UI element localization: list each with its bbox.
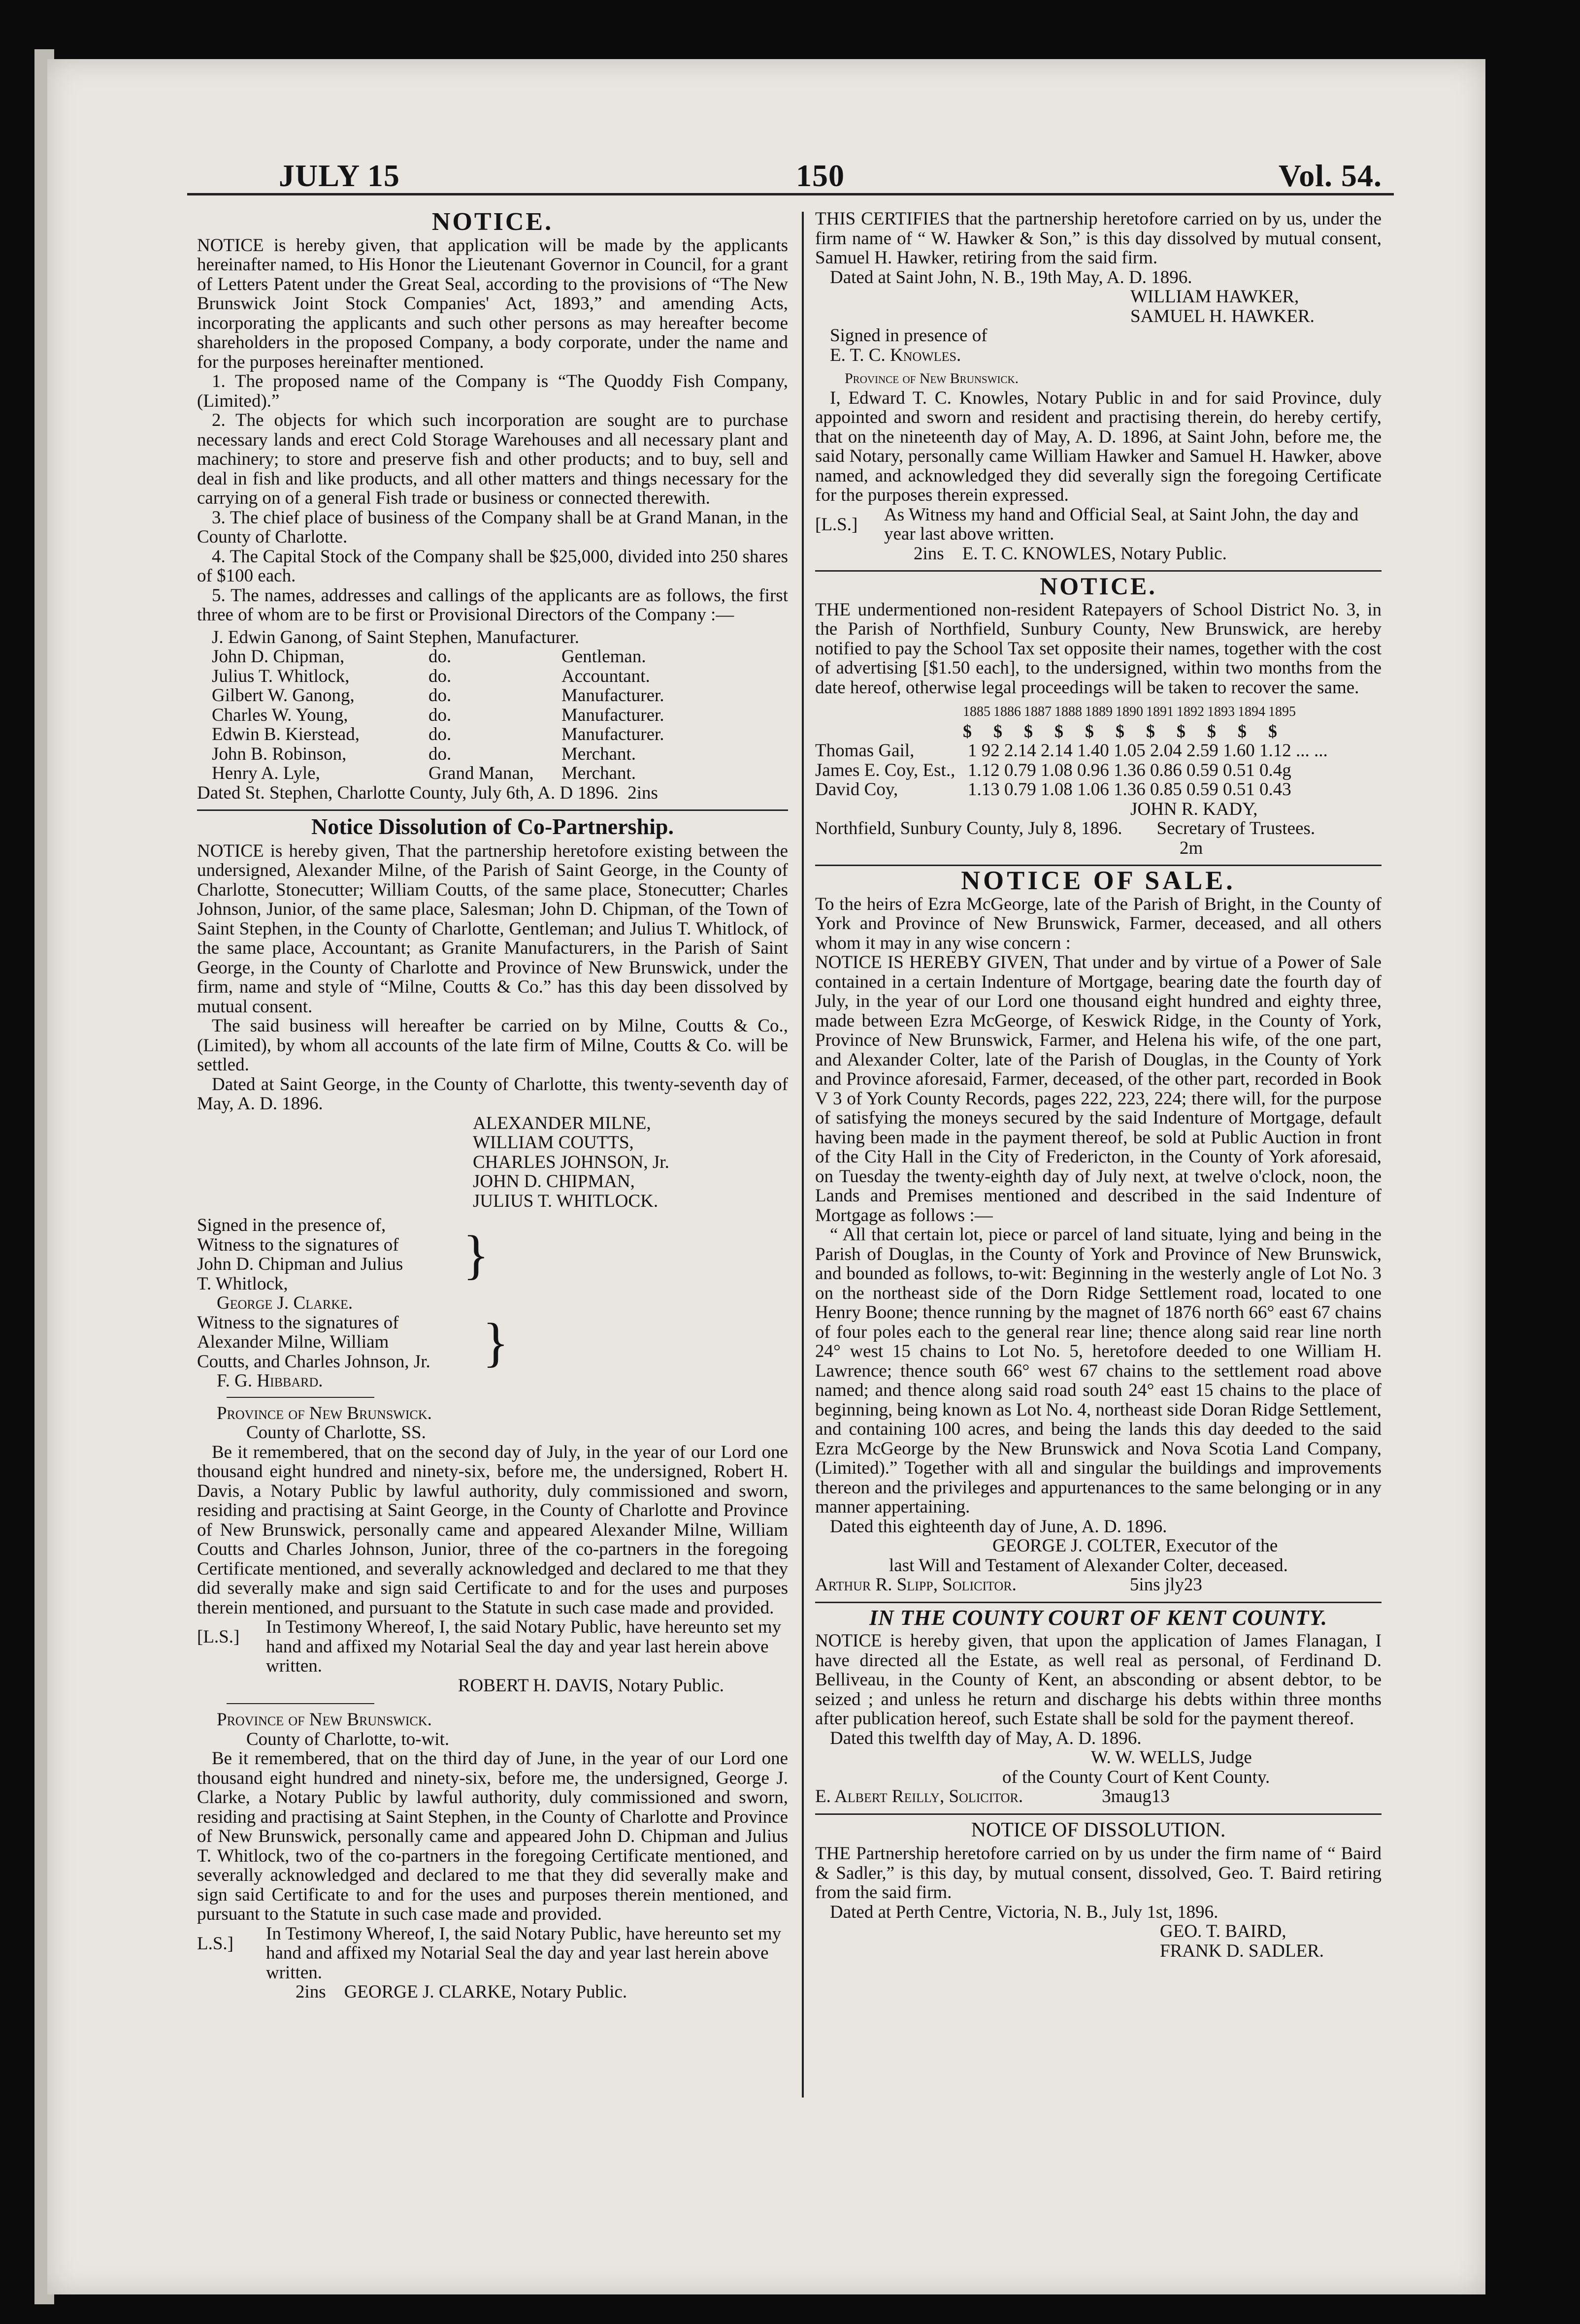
page-number: 150 — [796, 158, 845, 193]
tax-dateline: Northfield, Sunbury County, July 8, 1896. Secretary of Trustees. — [815, 818, 1316, 839]
dissolution-dateline: Dated at Saint George, in the County of Charlotte, this twenty-seventh day of May, A. D. 1896. — [197, 1074, 788, 1114]
list-item: Gilbert W. Ganong, do. Manufacturer. — [212, 685, 664, 706]
table-row: Thomas Gail, 1 92 2.14 2.14 1.40 1.05 2.04 2.59 1.60 1.12 ... ... — [815, 741, 1328, 761]
list-item: John D. Chipman, do. Gentleman. — [212, 646, 646, 667]
tax-ins: 2m — [1180, 838, 1203, 858]
sale-solicitor: Arthur R. Slipp, Solicitor. 5ins jly23 — [815, 1575, 1202, 1595]
right-column — [815, 209, 1382, 1961]
dissolution-notice-heading: NOTICE OF DISSOLUTION. — [971, 1818, 1226, 1841]
presence-name: E. T. C. Knowles. — [830, 345, 961, 365]
witness-name-1: George J. Clarke. — [217, 1293, 353, 1313]
list-item: Charles W. Young, do. Manufacturer. — [212, 705, 664, 725]
tax-notice-heading: NOTICE. — [1040, 572, 1157, 600]
table-row: David Coy, 1.13 0.79 1.08 1.06 1.36 0.85 0.59 0.51 0.43 — [815, 779, 1291, 800]
signers-list: ALEXANDER MILNE, WILLIAM COUTTS, CHARLES JOHNSON, Jr. JOHN D. CHIPMAN, JULIUS T. WHITLOCK. — [473, 1113, 669, 1211]
notary-signature-2: 2ins GEORGE J. CLARKE, Notary Public. — [296, 1982, 627, 2002]
volume-number: Vol. 54. — [1278, 158, 1382, 193]
court-body: NOTICE is hereby given, that upon the application of James Flanagan, I have directed all the Estate, as well real as personal, of Ferdinand D. Belliveau, in the County of Kent, an absconding or absent debtor, to be seized ; and unless he return and discharge his debts within three months after publication hereof, such Estate shall be sold for the payment thereof. — [815, 1631, 1382, 1729]
tax-currency-row: $ $ $ $ $ $ $ $ $ $ $ — [963, 721, 1277, 741]
sale-body: NOTICE IS HEREBY GIVEN, That under and by virtue of a Power of Sale contained in a certain Indenture of Mortgage, bearing date the fourth day of July, in the year of our Lord one thousand eight hundred and eighty three, made between Ezra McGeorge, of Keswick Ridge, in the County of York, Province of New Brunswick, Farmer, and Helena his wife, of the one part, and Alexander Colter, late of the Parish of Douglas, in the County of York and Province aforesaid, Farmer, deceased, of the other part, recorded in Book V 3 of York County Records, pages 222, 223, 224; there will, for the purpose of satisfying the moneys secured by the said Indenture of Mortgage, default having been made in the payment thereof, be sold at Public Auction in front of the City Hall in the City of Fredericton, in the County of York aforesaid, on Tuesday the twenty-eighth day of July next, at twelve o'clock, noon, the Lands and Premises mentioned and described in the said Indenture of Mortgage as follows :— — [815, 952, 1382, 1226]
judge-line-2: of the County Court of Kent County. — [1002, 1767, 1270, 1787]
list-item: Henry A. Lyle, Grand Manan, Merchant. — [212, 763, 636, 783]
province-label: Province of New Brunswick. — [217, 1403, 432, 1423]
province-label: Province of New Brunswick. — [845, 370, 1019, 387]
list-item: J. Edwin Ganong, of Saint Stephen, Manufacturer. — [212, 627, 580, 647]
section-divider — [815, 1602, 1382, 1603]
knowles-signature: 2ins E. T. C. KNOWLES, Notary Public. — [914, 543, 1227, 564]
province-label: Province of New Brunswick. — [217, 1710, 432, 1730]
testimony-block-2: L.S.] In Testimony Whereof, I, the said Notary Public, have hereunto set my hand and affixed my Notarial Seal the day and year last herein above written. — [197, 1923, 782, 1983]
dissolution-heading: Notice Dissolution of Co-Partnership. — [311, 814, 674, 839]
dissolution-body: NOTICE is hereby given, That the partnership heretofore existing between the undersigned, Alexander Milne, of the Parish of Saint George, in the County of Charlotte, Stonecutter; William Coutts, of the same place, Stonecutter; Charles Johnson, Junior, of the same place, Salesman; John D. Chipman, of the Town of Saint Stephen, in the County of Charlotte, Gentleman; and Julius T. Whitlock, of the same place, Accountant; as Granite Manufacturers, in the Parish of Saint George, in the County of Charlotte and Province of New Brunswick, under the firm, name and style of “Milne, Coutts & Co.” has this day been dissolved by mutual consent. — [197, 840, 788, 1017]
witness-block-1: Signed in the presence of, Witness to the signatures of John D. Chipman and Julius T. Whitlock, } — [197, 1215, 489, 1294]
section-divider — [815, 570, 1382, 572]
county-label: County of Charlotte, to-wit. — [246, 1729, 450, 1749]
baird-dissolution-body: THE Partnership heretofore carried on by us under the firm name of “ Baird & Sadler,” is this day, by mutual consent, dissolved, Geo. T. Baird retiring from the said firm. — [815, 1843, 1382, 1903]
short-divider — [227, 1703, 374, 1704]
hawker-dateline: Dated at Saint John, N. B., 19th May, A. D. 1896. — [830, 267, 1192, 288]
sale-addressee: To the heirs of Ezra McGeorge, late of the Parish of Bright, in the County of York and Province of New Brunswick, Farmer, deceased, and all others whom it may in any wise concern : — [815, 894, 1382, 953]
sale-land-description: “ All that certain lot, piece or parcel of land situate, lying and being in the Parish of Douglas, in the County of York and Province of New Brunswick, and bounded as follows, to-wit: Beginning in the westerly angle of Lot No. 3 on the northeast side of the Dorn Ridge Settlement road, located to one Henry Boone; thence running by the magnet of 1876 north 66° east 67 chains of four poles each to the general rear line; thence along said rear line north 24° west 15 chains to Lot No. 5, heretofore deeded to one William H. Lawrence; thence south 66° west 67 chains to the settlement road above named; and thence along said road south 24° east 15 chains to the place of beginning, being known as Lot No. 4, northeast side Doran Ridge Settlement, and containing 100 acres, and being the lands this day deeded to the said Ezra McGeorge by the New Brunswick and Nova Scotia Land Company, (Limited).” Together with all and singular the buildings and improvements thereon and the privileges and appurtenances to the same belonging or in any manner appertaining. — [815, 1225, 1382, 1517]
trustee-name: JOHN R. KADY, — [1130, 799, 1258, 819]
court-heading: IN THE COUNTY COURT OF KENT COUNTY. — [869, 1605, 1328, 1630]
county-label: County of Charlotte, SS. — [246, 1422, 426, 1443]
short-divider — [227, 1397, 374, 1398]
section-divider — [197, 809, 788, 811]
court-dateline: Dated this twelfth day of May, A. D. 1896. — [830, 1728, 1142, 1748]
hawker-signer-1: WILLIAM HAWKER, — [1130, 287, 1299, 307]
testimony-block-1: [L.S.] In Testimony Whereof, I, the said Notary Public, have hereunto set my hand and affixed my Notarial Seal the day and year last herein above written. — [197, 1617, 782, 1676]
hawker-signer-2: SAMUEL H. HAWKER. — [1130, 306, 1315, 326]
judge-line-1: W. W. WELLS, Judge — [1091, 1747, 1252, 1768]
notary-certificate-2: Be it remembered, that on the third day of June, in the year of our Lord one thousand eight hundred and ninety-six, before me, the undersigned, George J. Clarke, a Notary Public by lawful authority, duly commissioned and sworn, residing and practising at Saint Stephen, in the County of Charlotte and Province of New Brunswick, personally came and appeared John D. Chipman and Julius T. Whitlock, two of the co-partners in the foregoing Certificate mentioned, and severally acknowledged and declared to me that they did severally make and sign said Certificate to and for the uses and purposes therein mentioned, and pursuant to the Statute in such case made and provided. — [197, 1748, 788, 1924]
section-divider — [815, 1813, 1382, 1815]
baird-dateline: Dated at Perth Centre, Victoria, N. B., July 1st, 1896. — [830, 1902, 1218, 1922]
list-item: John B. Robinson, do. Merchant. — [212, 743, 636, 764]
list-item: Julius T. Whitlock, do. Accountant. — [212, 666, 650, 686]
baird-signer-1: GEO. T. BAIRD, — [1160, 1921, 1286, 1941]
dissolution-body-2: The said business will hereafter be carried on by Milne, Coutts & Co., (Limited), by whom all accounts of the late firm of Milne, Coutts & Co. will be settled. — [197, 1016, 788, 1075]
header-date: JULY 15 — [279, 158, 400, 193]
knowles-certificate: I, Edward T. C. Knowles, Notary Public in and for said Province, duly appointed and sworn and resident and practising therein, do hereby certify, that on the nineteenth day of May, A. D. 1896, at Saint John, before me, the said Notary, personally came William Hawker and Samuel H. Hawker, above named, and acknowledged they did severally sign the foregoing Certificate for the purposes therein expressed. — [815, 387, 1382, 505]
list-item: Edwin B. Kierstead, do. Manufacturer. — [212, 724, 664, 744]
notice-item-5: 5. The names, addresses and callings of the applicants are as follows, the first three of whom are to be first or Provisional Directors of the Company :— — [197, 585, 788, 625]
notary-signature-1: ROBERT H. DAVIS, Notary Public. — [458, 1675, 724, 1696]
notice-heading: NOTICE. — [431, 208, 554, 236]
applicants-list — [197, 628, 788, 783]
court-solicitor: E. Albert Reilly, Solicitor. 3maug13 — [815, 1786, 1170, 1807]
executor-line-2: last Will and Testament of Alexander Colter, deceased. — [889, 1555, 1288, 1576]
tax-notice-body: THE undermentioned non-resident Ratepayers of School District No. 3, in the Parish of Northfield, Sunbury County, New Brunswick, are hereby notified to pay the School Tax set opposite their names, together with the cost of advertising [$1.50 each], to the undersigned, within two months from the date hereof, otherwise legal proceedings will be taken to recover the same. — [815, 599, 1382, 698]
header-rule — [187, 193, 1394, 195]
presence-line: Signed in presence of — [830, 325, 988, 346]
notice-dateline: Dated St. Stephen, Charlotte County, July 6th, A. D 1896. 2ins — [197, 782, 658, 803]
sale-dateline: Dated this eighteenth day of June, A. D. 1896. — [830, 1516, 1167, 1537]
notice-item-3: 3. The chief place of business of the Company shall be at Grand Manan, in the County of Charlotte. — [197, 507, 788, 547]
tax-years-row: 1885 1886 1887 1888 1889 1890 1891 1892 1893 1894 1895 — [963, 704, 1296, 719]
baird-signer-2: FRANK D. SADLER. — [1160, 1940, 1324, 1961]
running-head — [47, 158, 1485, 212]
brace-glyph: } — [483, 1312, 509, 1372]
notice-intro: NOTICE is hereby given, that application will be made by the applicants hereinafter named, to His Honor the Lieutenant Governor in Council, for a grant of Letters Patent under the Great Seal, according to the provisions of “The New Brunswick Joint Stock Companies' Act, 1893,” and amending Acts, incorporating the applicants and such other persons as may hereafter become shareholders in the proposed Company, a body corporate, under the name and for the purposes hereinafter mentioned. — [197, 235, 788, 372]
hawker-dissolution-body: THIS CERTIFIES that the partnership heretofore carried on by us, under the firm name of “ W. Hawker & Son,” is this day dissolved by mutual consent, Samuel H. Hawker, retiring from the said firm. — [815, 209, 1382, 268]
witness-block: [L.S.] As Witness my hand and Official Seal, at Saint John, the day and year last above written. — [815, 504, 1359, 544]
witness-block-2: Witness to the signatures of Alexander Milne, William Coutts, and Charles Johnson, Jr. } — [197, 1312, 509, 1372]
witness-name-2: F. G. Hibbard. — [217, 1371, 323, 1391]
brace-glyph: } — [463, 1225, 489, 1285]
notice-item-1: 1. The proposed name of the Company is “The Quoddy Fish Company, (Limited).” — [197, 371, 788, 411]
table-row: James E. Coy, Est., 1.12 0.79 1.08 0.96 1.36 0.86 0.59 0.51 0.4g — [815, 760, 1291, 780]
column-rule — [802, 212, 804, 2098]
notary-certificate-1: Be it remembered, that on the second day of July, in the year of our Lord one thousand eight hundred and ninety-six, before me, the undersigned, Robert H. Davis, a Notary Public by lawful authority, duly commissioned and sworn, residing and practising at Saint George, in the County of Charlotte and Province of New Brunswick, personally came and appeared Alexander Milne, William Coutts and Charles Johnson, Junior, three of the co-partners in the foregoing Certificate mentioned, and severally acknowledged and declared to me that they did severally make and sign said Certificate to and for the uses and purposes therein mentioned, and pursuant to the Statute in such case made and provided. — [197, 1442, 788, 1618]
notice-item-2: 2. The objects for which such incorporation are sought are to purchase necessary lands and erect Cold Storage Warehouses and all necessary plant and machinery; to store and preserve fish and other products; and to buy, sell and deal in fish and like products, and all other matters and things necessary for the carrying on of a general Fish trade or business or connected therewith. — [197, 410, 788, 508]
executor-line-1: GEORGE J. COLTER, Executor of the — [992, 1536, 1278, 1556]
notice-item-4: 4. The Capital Stock of the Company shall be $25,000, divided into 250 shares of $100 each. — [197, 546, 788, 586]
left-column — [197, 209, 788, 2002]
sale-heading: NOTICE OF SALE. — [961, 866, 1236, 895]
